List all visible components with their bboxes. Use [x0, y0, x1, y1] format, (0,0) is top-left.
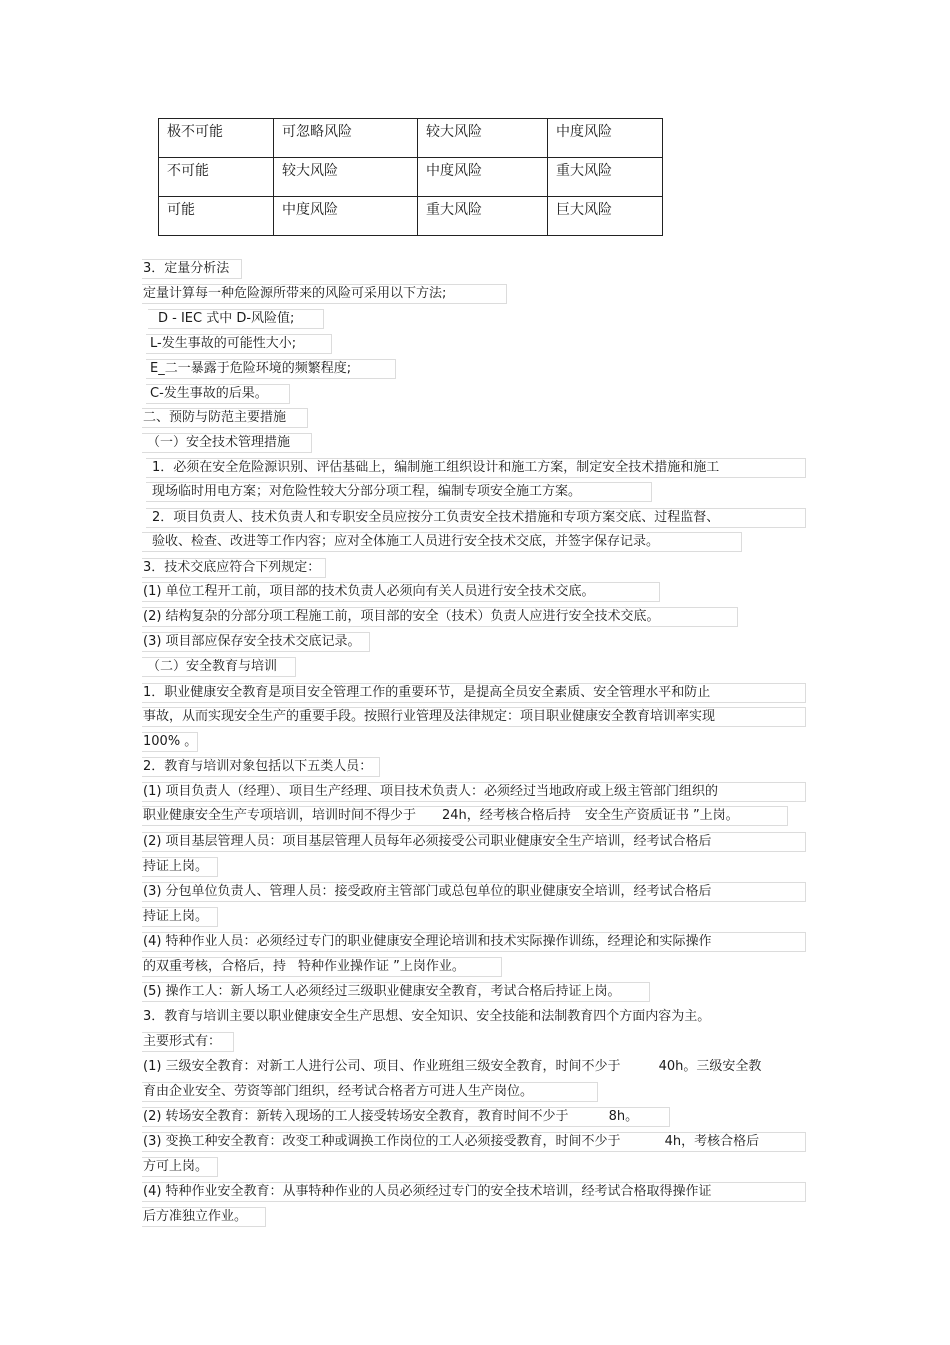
list-item — [143, 1108, 638, 1128]
text-segment: (2) 转场安全教育：新转入现场的工人接受转场安全教育，教育时间不少于 — [143, 1109, 569, 1124]
list-item: (5) 操作工人：新人场工人必须经过三级职业健康安全教育，考试合格后持证上岗。 — [143, 984, 621, 999]
subsection-heading: （一）安全技术管理措施 — [147, 435, 291, 450]
risk-matrix-table — [158, 118, 663, 236]
list-item: (4) 特种作业安全教育：从事特种作业的人员必须经过专门的安全技术培训，经考试合格取得操作证 — [143, 1184, 712, 1199]
list-item: (4) 特种作业人员：必须经过专门的职业健康安全理论培训和技术实际操作训练，经理论和实际操作 — [143, 934, 712, 949]
list-item: 持证上岗。 — [143, 859, 209, 874]
paragraph-line: 1．必须在安全危险源识别、评估基础上，编制施工组织设计和施工方案，制定安全技术措施和施工 — [152, 460, 720, 475]
list-item — [143, 958, 465, 978]
subsection-heading: （二）安全教育与培训 — [147, 659, 278, 674]
list-item: (2) 项目基层管理人员：项目基层管理人员每年必须接受公司职业健康安全生产培训，经考试合格后 — [143, 834, 712, 849]
formula-line: L-发生事故的可能性大小; — [150, 336, 297, 351]
table-row — [159, 158, 663, 197]
text-segment: 的双重考核，合格后，持 — [143, 959, 287, 974]
paragraph-line: 3．技术交底应符合下列规定： — [143, 560, 321, 575]
list-item: 方可上岗。 — [143, 1159, 209, 1174]
table-cell: 巨大风险 — [548, 197, 663, 236]
formula-line: E_二一暴露于危险环境的频繁程度; — [150, 361, 352, 376]
paragraph-line: 定量计算每一种危险源所带来的风险可采用以下方法; — [143, 286, 447, 301]
text-segment: 特种作业操作证 ”上岗作业。 — [298, 959, 465, 974]
table-cell: 重大风险 — [418, 197, 548, 236]
list-item: (2) 结构复杂的分部分项工程施工前，项目部的安全（技术）负责人应进行安全技术交底。 — [143, 609, 660, 624]
table-cell: 较大风险 — [418, 119, 548, 158]
paragraph-line: 100% 。 — [143, 734, 198, 749]
table-cell: 中度风险 — [274, 197, 418, 236]
paragraph-line: 事故，从而实现安全生产的重要手段。按照行业管理及法律规定：项目职业健康安全教育培训率实现 — [143, 709, 716, 724]
table-row — [159, 197, 663, 236]
table-cell: 中度风险 — [548, 119, 663, 158]
list-item: 育由企业安全、劳资等部门组织，经考试合格者方可进人生产岗位。 — [143, 1084, 534, 1099]
text-segment: 40h。三级安全教 — [658, 1059, 762, 1074]
table-cell: 可忽略风险 — [274, 119, 418, 158]
table-cell: 不可能 — [159, 158, 274, 197]
table-cell: 中度风险 — [418, 158, 548, 197]
list-item: (1) 单位工程开工前，项目部的技术负责人必须向有关人员进行安全技术交底。 — [143, 584, 595, 599]
text-segment: (3) 变换工种安全教育：改变工种或调换工作岗位的工人必须接受教育，时间不少于 — [143, 1134, 621, 1149]
list-item: 后方准独立作业。 — [143, 1209, 248, 1224]
paragraph-line: 2．教育与培训对象包括以下五类人员： — [143, 759, 373, 774]
section-heading: 二、预防与防范主要措施 — [143, 410, 287, 425]
formula-line: C-发生事故的后果。 — [150, 386, 268, 401]
formula-line: D - IEC 式中 D-风险值; — [158, 311, 295, 326]
list-item: (3) 分包单位负责人、管理人员：接受政府主管部门或总包单位的职业健康安全培训，经考试合格后 — [143, 884, 712, 899]
text-segment: 4h，考核合格后 — [664, 1134, 760, 1149]
list-item — [143, 1058, 761, 1078]
paragraph-line: 1．职业健康安全教育是项目安全管理工作的重要环节，是提高全员安全素质、安全管理水平和防止 — [143, 685, 711, 700]
text-segment: 8h。 — [608, 1109, 639, 1124]
table-row — [159, 119, 663, 158]
text-segment: 安全生产资质证书 ”上岗。 — [584, 808, 739, 823]
paragraph-line: 现场临时用电方案；对危险性较大分部分项工程，编制专项安全施工方案。 — [152, 484, 582, 499]
table-cell: 重大风险 — [548, 158, 663, 197]
paragraph-line: 主要形式有： — [143, 1034, 222, 1049]
section-heading: 3．定量分析法 — [143, 261, 230, 276]
table-cell: 较大风险 — [274, 158, 418, 197]
list-item — [143, 807, 739, 827]
paragraph-line: 3．教育与培训主要以职业健康安全生产思想、安全知识、安全技能和法制教育四个方面内容为主。 — [143, 1009, 711, 1024]
list-item — [143, 1133, 759, 1153]
table-cell: 极不可能 — [159, 119, 274, 158]
text-segment: 24h，经考核合格后持 — [442, 808, 571, 823]
paragraph-line: 2．项目负责人、技术负责人和专职安全员应按分工负责安全技术措施和专项方案交底、过程监督、 — [152, 510, 720, 525]
list-item: (3) 项目部应保存安全技术交底记录。 — [143, 634, 361, 649]
text-segment: (1) 三级安全教育：对新工人进行公司、项目、作业班组三级安全教育，时间不少于 — [143, 1059, 621, 1074]
list-item: (1) 项目负责人（经理）、项目生产经理、项目技术负责人：必须经过当地政府或上级主管部门组织的 — [143, 784, 719, 799]
text-segment: 职业健康安全生产专项培训，培训时间不得少于 — [143, 808, 417, 823]
table-cell: 可能 — [159, 197, 274, 236]
list-item: 持证上岗。 — [143, 909, 209, 924]
paragraph-line: 验收、检查、改进等工作内容；应对全体施工人员进行安全技术交底，并签字保存记录。 — [152, 534, 660, 549]
